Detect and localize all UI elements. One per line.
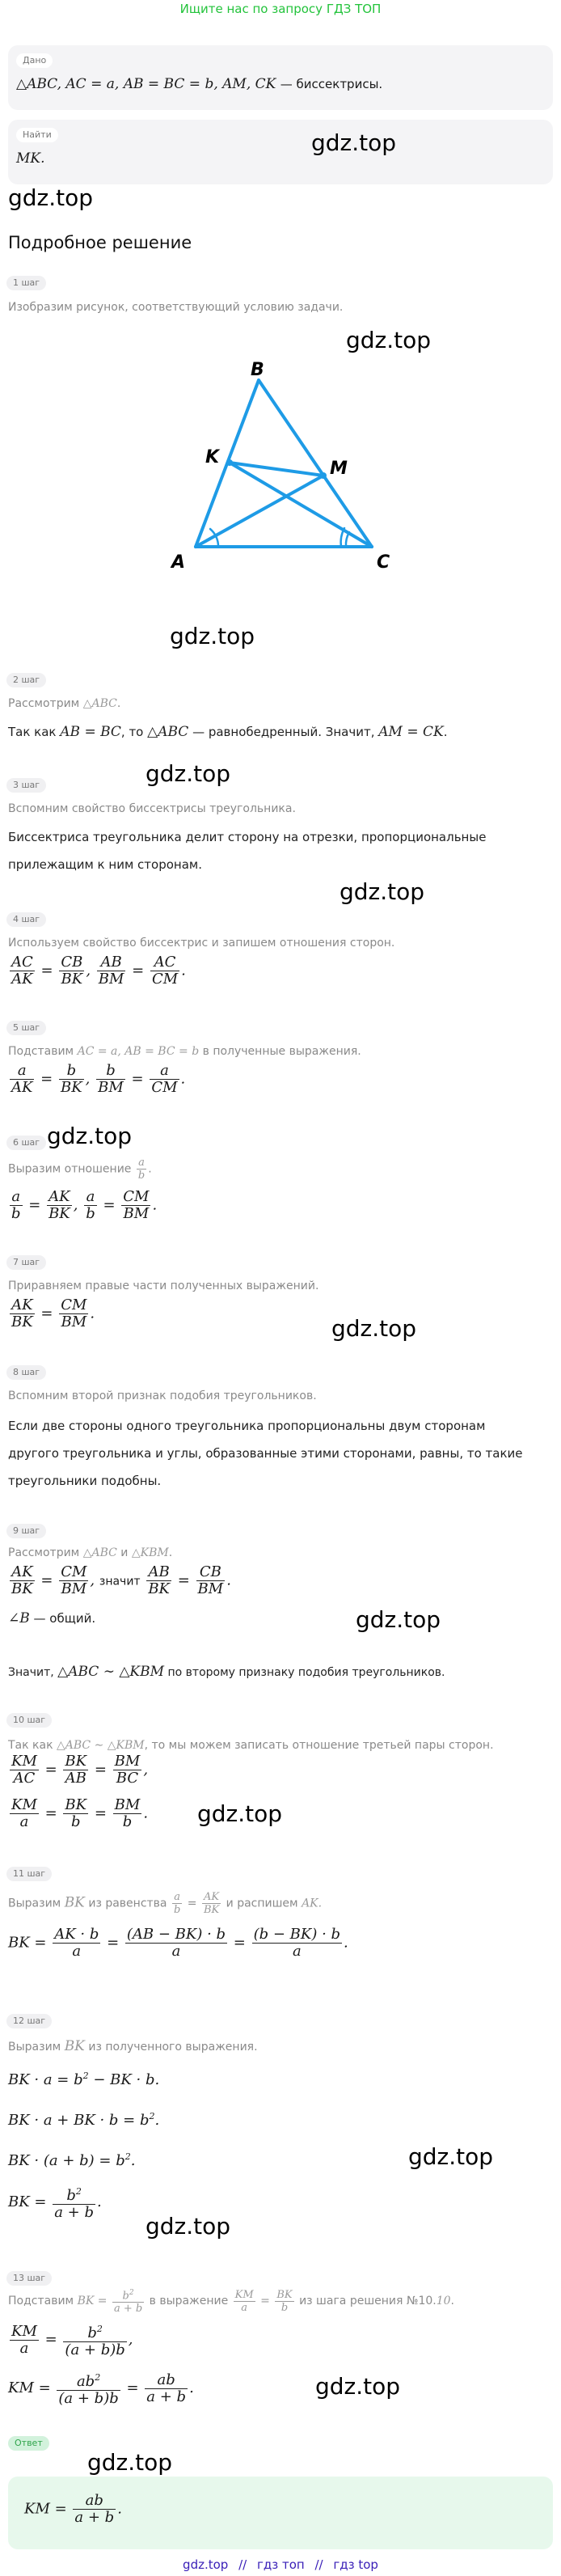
footer-link[interactable]: гдз топ	[256, 2557, 305, 2572]
step-13-text: Подставим BK = $\frac{b^2}{a + b}$ в выражение $\frac{KM}{a}$ = $\frac{BK}{b}$ из шага решения №10.10.	[8, 2288, 454, 2316]
find-label: Найти	[16, 128, 58, 142]
step-8-text2c: треугольники подобны.	[8, 1474, 162, 1488]
step-5-formula: $\frac{a}{AK}$ = $\frac{b}{BK}$ , $\frac{b}{BM}$ = $\frac{a}{CM}$ .	[11, 1062, 186, 1096]
step-9-pill: 9 шаг	[6, 1524, 46, 1538]
step-3-text2b: прилежащим к ним сторонам.	[8, 857, 202, 872]
vertex-b-label: B	[251, 360, 264, 380]
vertex-m-label: M	[330, 459, 348, 479]
step-9-conclusion: Значит, △ABC ∼ △KBM по второму признаку подобия треугольников.	[8, 1664, 445, 1680]
triangle-figure	[162, 356, 404, 582]
watermark: gdz.top	[331, 1315, 417, 1342]
step-6-text: Выразим отношение $\frac{a}{b}$ .	[8, 1157, 152, 1182]
step-11-text: Выразим BK из равенства $\frac{a}{b}$ = $\frac{AK}{BK}$ и распишем AK.	[8, 1891, 323, 1916]
step-12-line3: BK · $(a + b) = b^2$.	[8, 2151, 136, 2169]
footer-separator: //	[238, 2557, 247, 2572]
find-text: MK.	[16, 150, 45, 167]
step-7-formula: $\frac{AK}{BK}$ = $\frac{CM}{BM}$ .	[11, 1296, 95, 1330]
step-10-pill: 10 шаг	[6, 1713, 52, 1728]
step-12-line2: BK · a + BK · $b = b^2$.	[8, 2111, 160, 2129]
step-3-pill: 3 шаг	[6, 778, 46, 793]
step-2-pill: 2 шаг	[6, 673, 46, 687]
footer-link[interactable]: gdz.top	[183, 2557, 229, 2572]
watermark: gdz.top	[356, 1606, 441, 1633]
step-9-text: Рассмотрим △ABC и △KBM.	[8, 1546, 173, 1559]
watermark: gdz.top	[408, 2143, 494, 2170]
answer-box	[8, 2477, 553, 2549]
footer-link[interactable]: гдз top	[333, 2557, 378, 2572]
watermark: gdz.top	[170, 623, 255, 649]
step-12-line4: BK = $\frac{b^2}{a + b}$ .	[8, 2184, 102, 2221]
step-7-pill: 7 шаг	[6, 1255, 46, 1270]
step-2-text2: Так как AB = BC, то △ABC — равнобедренный. Значит, AM = CK.	[8, 724, 448, 740]
step-1-pill: 1 шаг	[6, 276, 46, 290]
step-12-text: Выразим BK из полученного выражения.	[8, 2038, 258, 2054]
step-9-common: ∠B — общий.	[8, 1610, 96, 1626]
step-4-text: Используем свойство биссектрис и запишем отношения сторон.	[8, 937, 395, 950]
step-5-text: Подставим AC = a, AB = BC = b в полученные выражения.	[8, 1045, 361, 1058]
given-text: △ABC, AC = a, AB = BC = b, AM, CK — биссектрисы.	[16, 76, 383, 92]
watermark: gdz.top	[340, 878, 425, 905]
answer-label: Ответ	[8, 2436, 49, 2451]
step-8-text: Вспомним второй признак подобия треугольников.	[8, 1390, 317, 1402]
step-10-formula1: $\frac{KM}{AC}$ = $\frac{BK}{AB}$ = $\frac{BM}{BC}$ ,	[11, 1753, 149, 1787]
step-11-formula: BK = $\frac{AK \cdot b}{a}$ = $\frac{(AB - BK) \cdot b}{a}$ = $\frac{(b - BK) \cdot b}{a}$ .	[8, 1926, 348, 1960]
vertex-a-label: A	[171, 552, 186, 573]
footer-links	[0, 2557, 561, 2572]
step-6-formula: $\frac{a}{b}$ = $\frac{AK}{BK}$ , $\frac{a}{b}$ = $\frac{CM}{BM}$ .	[11, 1188, 158, 1222]
vertex-k-label: K	[205, 447, 220, 467]
watermark: gdz.top	[315, 2373, 401, 2400]
step-9-formula: $\frac{AK}{BK}$ = $\frac{CM}{BM}$ , значит $\frac{AB}{BK}$ = $\frac{CB}{BM}$ .	[11, 1563, 231, 1597]
step-13-pill: 13 шаг	[6, 2271, 52, 2286]
step-8-pill: 8 шаг	[6, 1365, 46, 1380]
step-13-formula2: KM = $\frac{ab^2}{(a + b)b}$ = $\frac{ab}{a + b}$ .	[8, 2371, 194, 2407]
step-8-text2b: другого треугольника и углы, образованные этими сторонами, равны, то такие	[8, 1446, 523, 1461]
given-label: Дано	[16, 53, 53, 68]
step-1-text: Изобразим рисунок, соответствующий условию задачи.	[8, 301, 344, 314]
step-4-formula: $\frac{AC}{AK}$ = $\frac{CB}{BK}$ , $\frac{AB}{BM}$ = $\frac{AC}{CM}$ .	[11, 954, 186, 988]
step-5-pill: 5 шаг	[6, 1021, 46, 1035]
vertex-c-label: C	[377, 552, 390, 573]
step-11-pill: 11 шаг	[6, 1867, 52, 1881]
step-10-text: Так как △ABC ∼ △KBM, то мы можем записать отношение третьей пары сторон.	[8, 1739, 494, 1752]
watermark: gdz.top	[197, 1800, 283, 1827]
given-box	[8, 45, 553, 110]
step-3-text2a: Биссектриса треугольника делит сторону на отрезки, пропорциональные	[8, 830, 487, 844]
step-12-line1: BK · $a = b^2$ − BK · b.	[8, 2071, 160, 2088]
watermark: gdz.top	[87, 2449, 173, 2476]
step-7-text: Приравняем правые части полученных выражений.	[8, 1280, 319, 1292]
watermark: gdz.top	[146, 760, 231, 787]
watermark: gdz.top	[8, 184, 94, 211]
step-12-pill: 12 шаг	[6, 2014, 52, 2028]
answer-formula: KM = $\frac{ab}{a + b}$ .	[24, 2492, 122, 2526]
search-banner[interactable]: Ищите нас по запросу ГДЗ ТОП	[179, 2, 382, 16]
step-10-formula2: $\frac{KM}{a}$ = $\frac{BK}{b}$ = $\frac{BM}{b}$ .	[11, 1796, 149, 1830]
watermark: gdz.top	[146, 2213, 231, 2240]
footer-separator: //	[314, 2557, 323, 2572]
step-8-text2a: Если две стороны одного треугольника пропорциональны двум сторонам	[8, 1419, 486, 1433]
step-3-text: Вспомним свойство биссектрисы треугольника.	[8, 802, 296, 815]
step-2-text: Рассмотрим △ABC.	[8, 697, 121, 710]
section-title: Подробное решение	[8, 233, 192, 252]
watermark: gdz.top	[346, 327, 432, 353]
watermark: gdz.top	[47, 1123, 133, 1149]
step-6-pill: 6 шаг	[6, 1136, 46, 1150]
find-box	[8, 120, 553, 184]
step-13-formula1: $\frac{KM}{a}$ = $\frac{b^2}{(a + b)b}$ ,	[11, 2322, 133, 2358]
step-4-pill: 4 шаг	[6, 912, 46, 927]
watermark: gdz.top	[311, 129, 397, 156]
